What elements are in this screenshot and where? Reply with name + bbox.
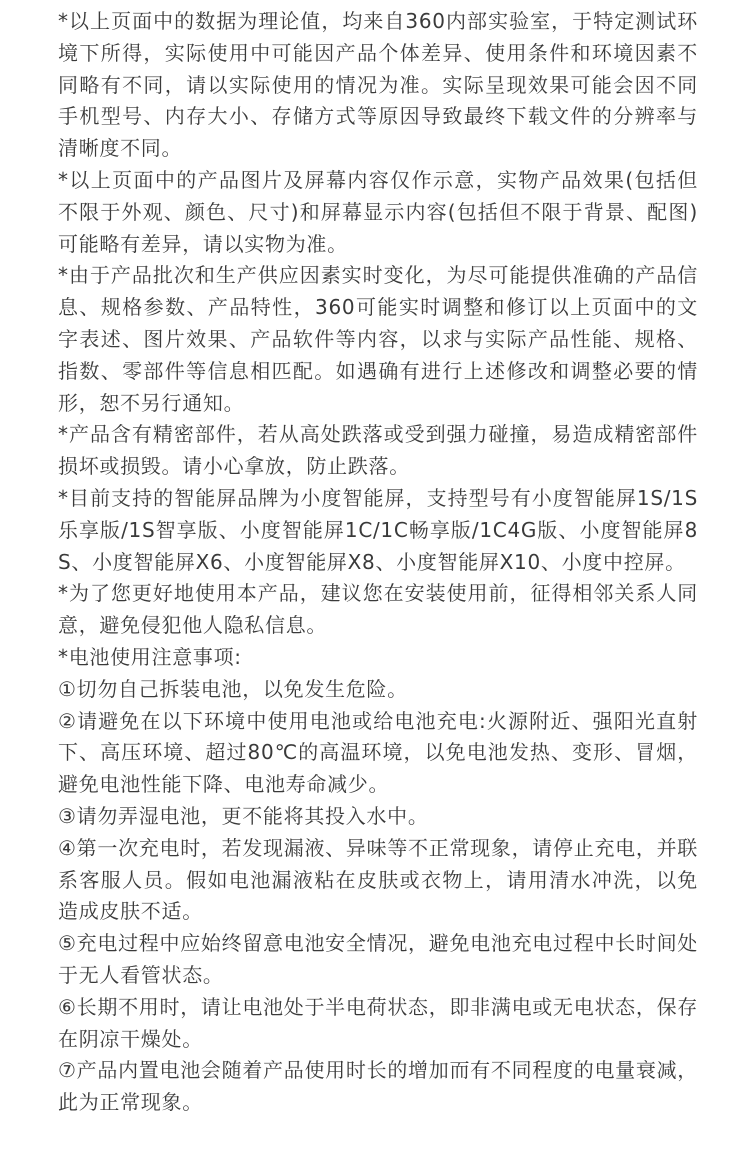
disclaimer-theoretical-values: *以上页面中的数据为理论值，均来自360内部实验室，于特定测试环境下所得，实际使用中可能因产品个体差异、使用条件和环境因素不同略有不同，请以实际使用的情况为准。实际呈现效果可能会因不同手机型号、内存大小、存储方式等原因导致最终下载文件的分辨率与清晰度不同。: [58, 9, 698, 161]
battery-notes-heading: *电池使用注意事项:: [58, 644, 242, 669]
battery-note-6: ⑥长期不用时，请让电池处于半电荷状态，即非满电或无电状态，保存在阴凉干燥处。: [58, 994, 698, 1051]
disclaimer-precision-parts: *产品含有精密部件，若从高处跌落或受到强力碰撞，易造成精密部件损坏或损毁。请小心拿放，防止跌落。: [58, 422, 698, 479]
battery-note-2: ②请避免在以下环境中使用电池或给电池充电:火源附近、强阳光直射下、高压环境、超过80℃的高温环境，以免电池发热、变形、冒烟，避免电池性能下降、电池寿命减少。: [58, 708, 698, 797]
battery-note-7: ⑦产品内置电池会随着产品使用时长的增加而有不同程度的电量衰减，此为正常现象。: [58, 1058, 698, 1115]
disclaimer-product-images: *以上页面中的产品图片及屏幕内容仅作示意，实物产品效果(包括但不限于外观、颜色、尺寸)和屏幕显示内容(包括但不限于背景、配图)可能略有差异，请以实物为准。: [58, 167, 698, 256]
battery-note-3: ③请勿弄湿电池，更不能将其投入水中。: [58, 803, 429, 828]
disclaimer-supported-screens: *目前支持的智能屏品牌为小度智能屏，支持型号有小度智能屏1S/1S乐享版/1S智享版、小度智能屏1C/1C畅享版/1C4G版、小度智能屏8S、小度智能屏X6、小度智能屏X8、小度智能屏X10、小度中控屏。: [58, 485, 698, 574]
disclaimer-privacy: *为了您更好地使用本产品，建议您在安装使用前，征得相邻关系人同意，避免侵犯他人隐私信息。: [58, 581, 698, 638]
disclaimer-realtime-changes: *由于产品批次和生产供应因素实时变化，为尽可能提供准确的产品信息、规格参数、产品特性，360可能实时调整和修订以上页面中的文字表述、图片效果、产品软件等内容，以求与实际产品性能、规格、指数、零部件等信息相匹配。如遇确有进行上述修改和调整必要的情形，恕不另行通知。: [58, 263, 698, 415]
battery-note-5: ⑤充电过程中应始终留意电池安全情况，避免电池充电过程中长时间处于无人看管状态。: [58, 931, 698, 987]
battery-note-1: ①切勿自己拆装电池，以免发生危险。: [58, 676, 408, 701]
battery-note-4: ④第一次充电时，若发现漏液、异味等不正常现象，请停止充电，并联系客服人员。假如电池漏液粘在皮肤或衣物上，请用清水冲洗，以免造成皮肤不适。: [58, 835, 698, 924]
